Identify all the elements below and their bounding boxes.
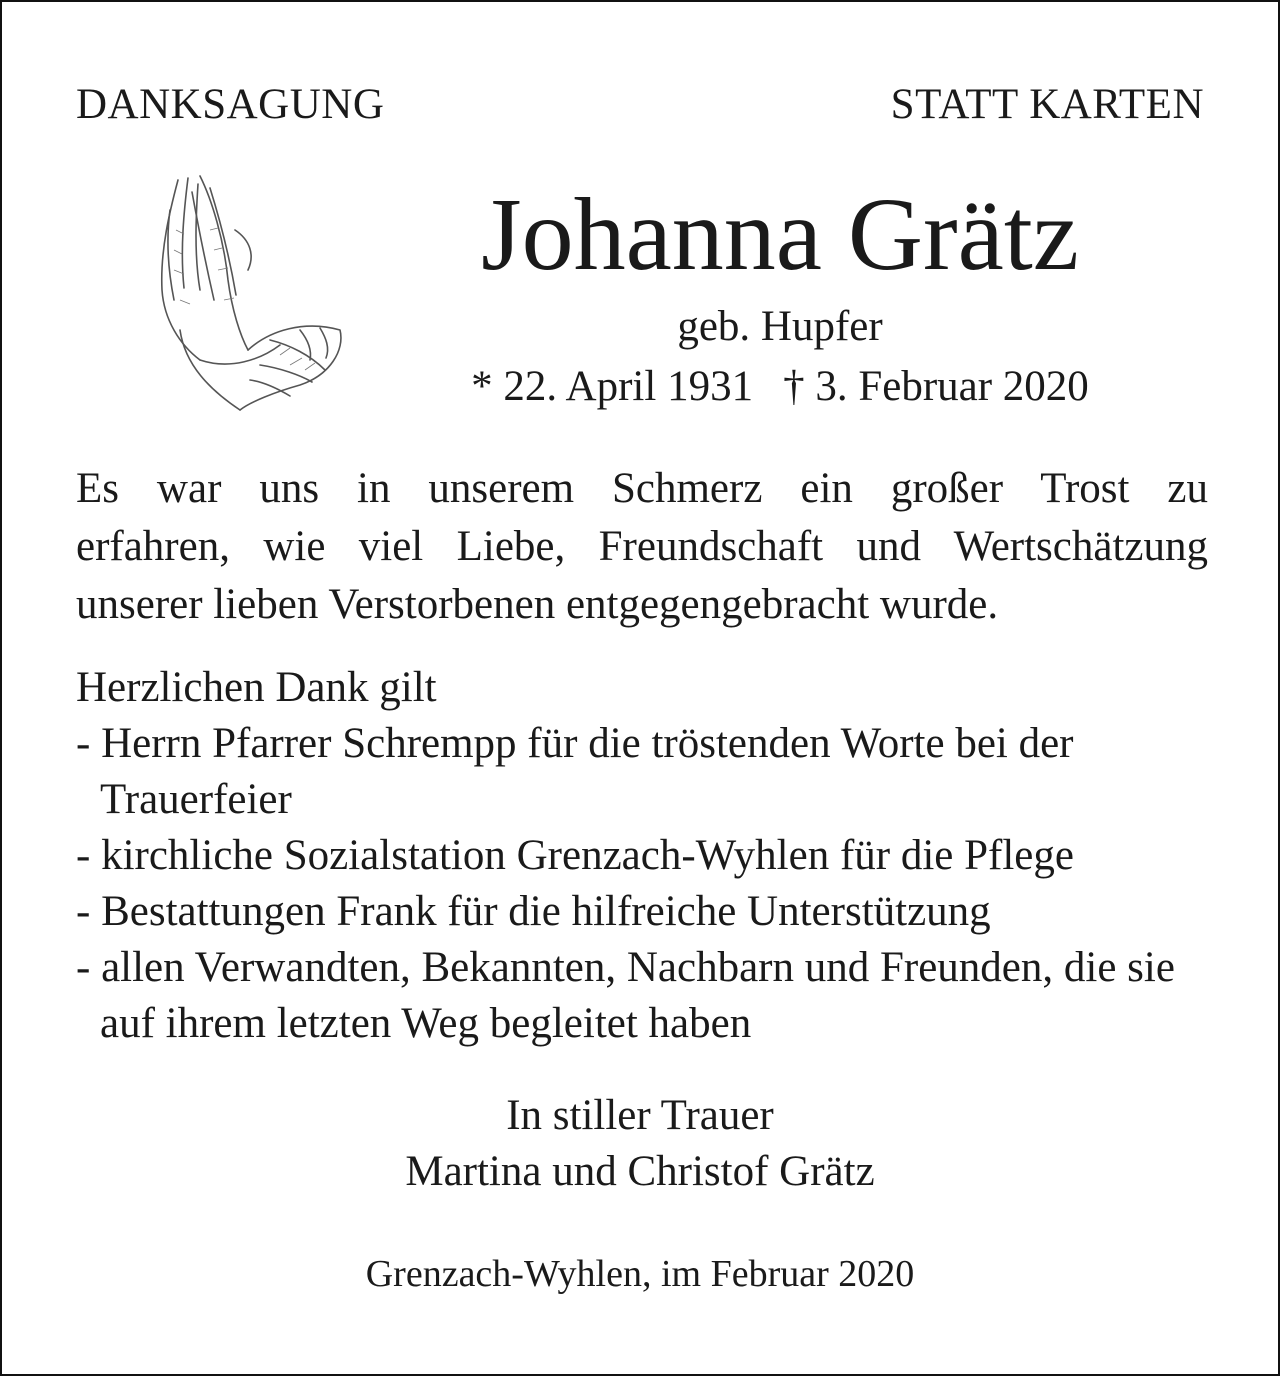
death-date: † 3. Februar 2020 (783, 363, 1089, 410)
message-line: Es war uns in unserem Schmerz ein großer Trost zu (76, 465, 1208, 512)
header-statt-karten: STATT KARTEN (890, 81, 1204, 128)
thanks-item: - allen Verwandten, Bekannten, Nachbarn und Freunden, die sie auf ihrem letzten Weg begleitet haben (76, 944, 1175, 1047)
message-line: erfahren, wie viel Liebe, Freundschaft und Wertschätzung (76, 523, 1208, 570)
thanks-list (76, 660, 1216, 1052)
thanks-item: - Herrn Pfarrer Schrempp für die tröstenden Worte bei der Trauerfeier (76, 720, 1074, 823)
deceased-name: Johanna Grätz (481, 177, 1079, 292)
thanks-item: - Bestattungen Frank für die hilfreiche Unterstützung (76, 888, 991, 935)
mourners-names: Martina und Christof Grätz (405, 1148, 875, 1195)
birth-date: * 22. April 1931 (471, 363, 754, 410)
thanks-intro: Herzlichen Dank gilt (76, 664, 437, 711)
place-date: Grenzach-Wyhlen, im Februar 2020 (365, 1253, 915, 1295)
closing-line: In stiller Trauer (506, 1092, 774, 1139)
closing-signature (0, 1088, 1280, 1200)
header-danksagung: DANKSAGUNG (76, 81, 385, 128)
message-line: unserer lieben Verstorbenen entgegengebracht wurde. (76, 581, 999, 628)
life-dates (380, 362, 1180, 411)
thanks-item: - kirchliche Sozialstation Grenzach-Wyhlen für die Pflege (76, 832, 1074, 879)
thanks-message (76, 460, 1208, 634)
praying-hands-icon (140, 170, 355, 420)
maiden-name: geb. Hupfer (677, 303, 883, 350)
